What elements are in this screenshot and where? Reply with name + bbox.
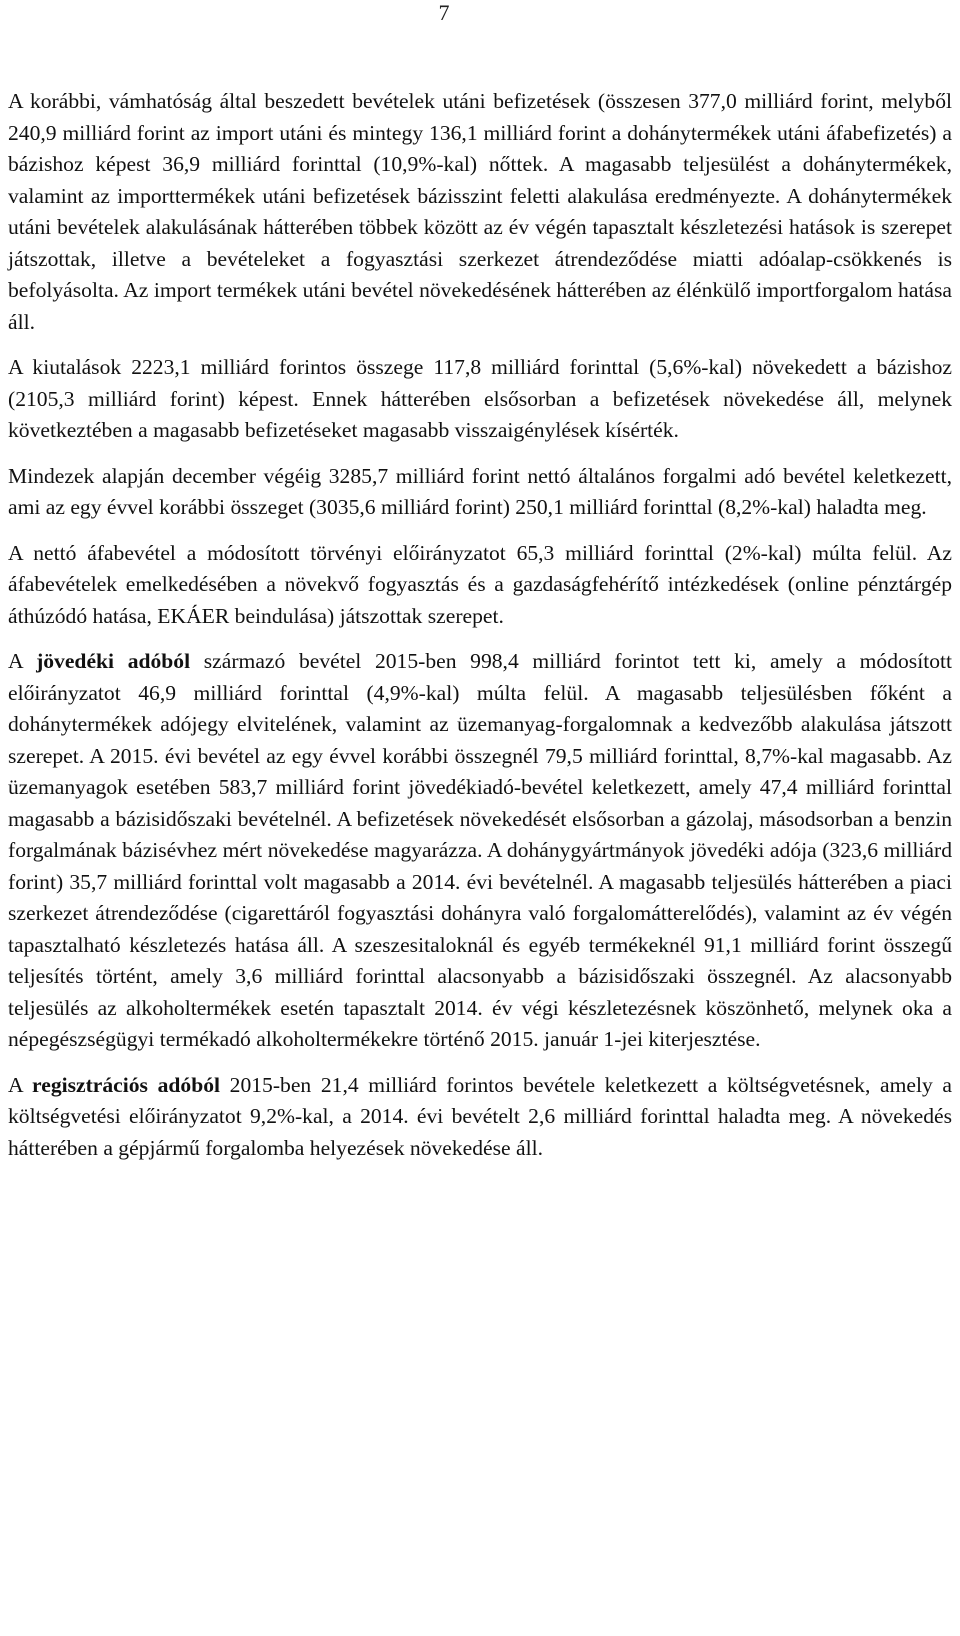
paragraph-net-vat-revenue: Mindezek alapján december végéig 3285,7 milliárd forint nettó általános forgalmi adó bevétel keletkezett, ami az egy évvel korábbi összeget (3035,6 milliárd forint) 250,1 milliárd forinttal (8,2%-kal) haladta meg. — [8, 463, 952, 519]
excise-tax-body: származó bevétel 2015-ben 998,4 milliárd forintot tett ki, amely a módosított előirányzatot 46,9 milliárd forinttal (4,9%-kal) múlta felül. A magasabb teljesülésben főként a dohánytermékek adójegy elvitelének, valamint az üzemanyag-forgalomnak a kedvezőbb alakulása játszott szerepet. A 2015. évi bevétel az egy évvel korábbi összegnél 79,5 milliárd forinttal, 8,7%-kal magasabb. Az üzemanyagok esetében 583,7 milliárd forint jövedékiadó-bevétel keletkezett, amely 47,4 milliárd forinttal magasabb a bázisidőszaki bevételnél. A befizetések növekedését elsősorban a gázolaj, másodsorban a benzin forgalmának bázisévhez mért növekedése magyarázza. A dohánygyártmányok jövedéki adója (323,6 milliárd forint) 35,7 milliárd forinttal volt magasabb a 2014. évi bevételnél. A magasabb teljesülés hátterében a piaci szerkezet átrendeződése (cigarettáról fogyasztási dohányra való forgalomátterelődés), valamint az év végén tapasztalható készletezés hatása áll. A szeszesitaloknál és egyéb termékeknél 91,1 milliárd forint összegű teljesítés történt, amely 3,6 milliárd forinttal alacsonyabb a bázisidőszaki összegnél. Az alacsonyabb teljesülés az alkoholtermékek esetén tapasztalt 2014. év végi készletezésnek köszönhető, melynek oka a népegészségügyi termékadó alkoholtermékekre történő 2015. január 1-jei kiterjesztése. — [8, 649, 952, 1051]
document-body — [8, 86, 952, 1178]
paragraph-registration-tax — [8, 1070, 952, 1165]
paragraph-vat-customs-payments: A korábbi, vámhatóság által beszedett bevételek utáni befizetések (összesen 377,0 milliárd forint, melyből 240,9 milliárd forint az import utáni és mintegy 136,1 milliárd forint a dohánytermékek utáni áfabefizetés) a bázishoz képest 36,9 milliárd forinttal (10,9%-kal) nőttek. A magasabb teljesülést a dohánytermékek, valamint az importtermékek utáni befizetések bázisszint feletti alakulása eredményezte. A dohánytermékek utáni bevételek alakulásának hátterében többek között az év végén tapasztalt készletezési hatások is szerepet játszottak, illetve a bevételeket a fogyasztási szerkezet átrendeződése miatti adóalap-csökkenés is befolyásolta. Az import termékek utáni bevétel növekedésének hátterében az élénkülő importforgalom hatása áll. — [8, 89, 952, 334]
page-number: 7 — [438, 0, 450, 25]
registration-tax-body: 2015-ben 21,4 milliárd forintos bevétele keletkezett a költségvetésnek, amely a költségvetési előirányzatot 9,2%-kal, a 2014. évi bevételt 2,6 milliárd forinttal haladta meg. A növekedés hátterében a gépjármű forgalomba helyezések növekedése áll. — [8, 1072, 952, 1160]
registration-tax-intro: A — [8, 1072, 33, 1097]
excise-tax-term: jövedéki adóból — [36, 649, 191, 673]
paragraph-vat-refunds: A kiutalások 2223,1 milliárd forintos összege 117,8 milliárd forinttal (5,6%-kal) növekedett a bázishoz (2105,3 milliárd forint) képest. Ennek hátterében elsősorban a befizetések növekedése áll, melynek következtében a magasabb befizetéseket magasabb visszaigénylések kísérték. — [8, 355, 952, 442]
excise-tax-intro: A — [8, 649, 37, 673]
paragraph-excise-tax — [8, 646, 952, 1056]
paragraph-vat-vs-appropriation: A nettó áfabevétel a módosított törvényi előirányzatot 65,3 milliárd forinttal (2%-kal) múlta felül. Az áfabevételek emelkedésében a növekvő fogyasztás és a gazdaságfehérítő intézkedések (online pénztárgép áthúzódó hatása, EKÁER beindulása) játszottak szerepet. — [8, 540, 952, 628]
registration-tax-term: regisztrációs adóból — [32, 1072, 221, 1097]
